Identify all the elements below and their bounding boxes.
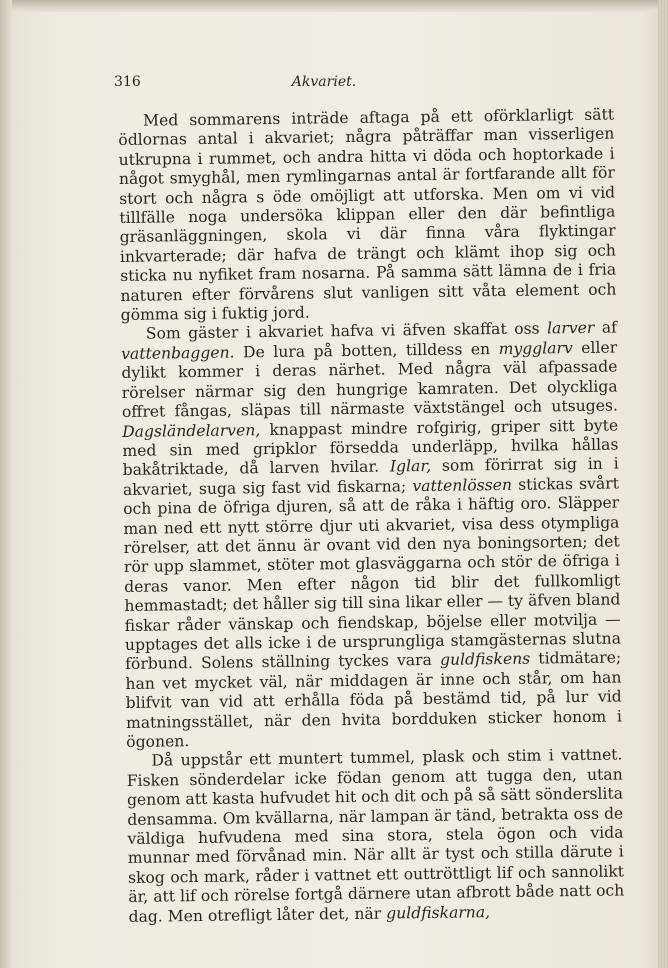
text-run: eller dylikt kommer i deras närhet. Med några väl afpassade rörelser närmar sig den hungrige kamraten. Det olyckliga offret fångas, släpas till närmaste växtstängel och utsuges. — [121, 338, 619, 422]
text-run: De lura på botten, tilldess en — [234, 339, 499, 362]
italic-term: mygglarv — [498, 338, 573, 358]
italic-term: vattenbaggen. — [121, 343, 235, 363]
paragraph — [126, 746, 624, 927]
text-run: Med sommarens inträde aftaga på ett oförklarligt sätt ödlornas antal i akvariet; några påträffar man visserligen utkrupna i rummet, och andra hitta vi döda och hoptorkade i något smyghål, men rymlingarnas antal är fortfarande allt för stort och några s öde omöjligt att utforska. Men om vi vid tillfälle noga undersöka klippan eller den där befintliga gräsanläggningen, skola vi där finna våra flyktingar inkvarterade; där hafva de trängt och klämt ihop sig och sticka nu nyfiket fram nosarna. På samma sätt lämna de i fria naturen efter förvårens slut vanligen sitt våta element och gömma sig i fuktig jord. — [118, 105, 617, 325]
text-run: Då uppstår ett muntert tummel, plask och stim i vattnet. Fisken sönderdelar icke födan genom att tugga den, utan genom att kasta hufvudet hit och dit och på så sätt sönderslita densamma. Om kvällarna, när lampan är tänd, betrakta oss de väldiga hufvudena med sina stora, stela ögon och vida munnar med förvånad min. När allt är tyst och stilla därute i skog och mark, råder i vattnet ett outtröttligt lif och sannolikt är, att lif och rörelse fortgå därnere utan afbrott både natt och dag. Men otrefligt låter det, när — [126, 745, 625, 926]
body-text — [118, 106, 625, 927]
text-run: knappast mindre rofgirig, griper sitt byte med sin med gripklor försedda underläpp, hvilka hållas bakåtriktade, då larven hvilar. — [122, 415, 619, 480]
page-top-edge — [0, 0, 668, 12]
paragraph — [121, 319, 623, 752]
italic-term: Iglar, — [389, 457, 432, 476]
page-gutter — [0, 0, 12, 968]
text-run: stickas svårt och pina de öfriga djuren, så att de råka i häftig oro. Släpper man ned ett nytt större djur uti akvariet, visa dess otympliga rörelser, att det ännu är ovant vid den nya boningsorten; det rör upp slammet, stöter mot glasväggarna och stör de öfriga i deras vanor. Men efter någon tid blir det fullkomligt hemmastadt; det håller sig till sina likar eller — ty äfven bland fiskar råder vänskap och fiendskap, böjelse eller motvilja — upptages det alls icke i de ursprungliga stamgästernas slutna förbund. Solens ställning tyckes vara — [123, 474, 622, 674]
italic-term: larver — [546, 319, 595, 338]
italic-term: vattenlössen — [412, 475, 513, 495]
running-title: Akvariet. — [291, 74, 357, 90]
text-run: af — [594, 318, 617, 338]
italic-term: Dagsländelarven, — [122, 420, 261, 441]
paragraph — [118, 106, 617, 326]
page — [14, 14, 658, 960]
text-run: tidmätare; han vet mycket väl, när middagen är inne och står, om han blifvit van vid att erhålla föda på bestämd tid, på lur vid matningsstället, när den hvita bordduken sticker honom i ögonen. — [125, 648, 623, 751]
italic-term: guldfiskarna, — [386, 902, 491, 923]
text-run: som förirrat sig in i akvariet, suga sig fast vid fiskarna; — [122, 454, 619, 499]
page-header — [114, 74, 534, 100]
page-number: 316 — [114, 74, 141, 90]
text-run: Som gäster i akvariet hafva vi äfven skaffat oss — [145, 319, 548, 344]
italic-term: guldfiskens — [439, 650, 531, 670]
page-stack-edge — [658, 0, 668, 968]
